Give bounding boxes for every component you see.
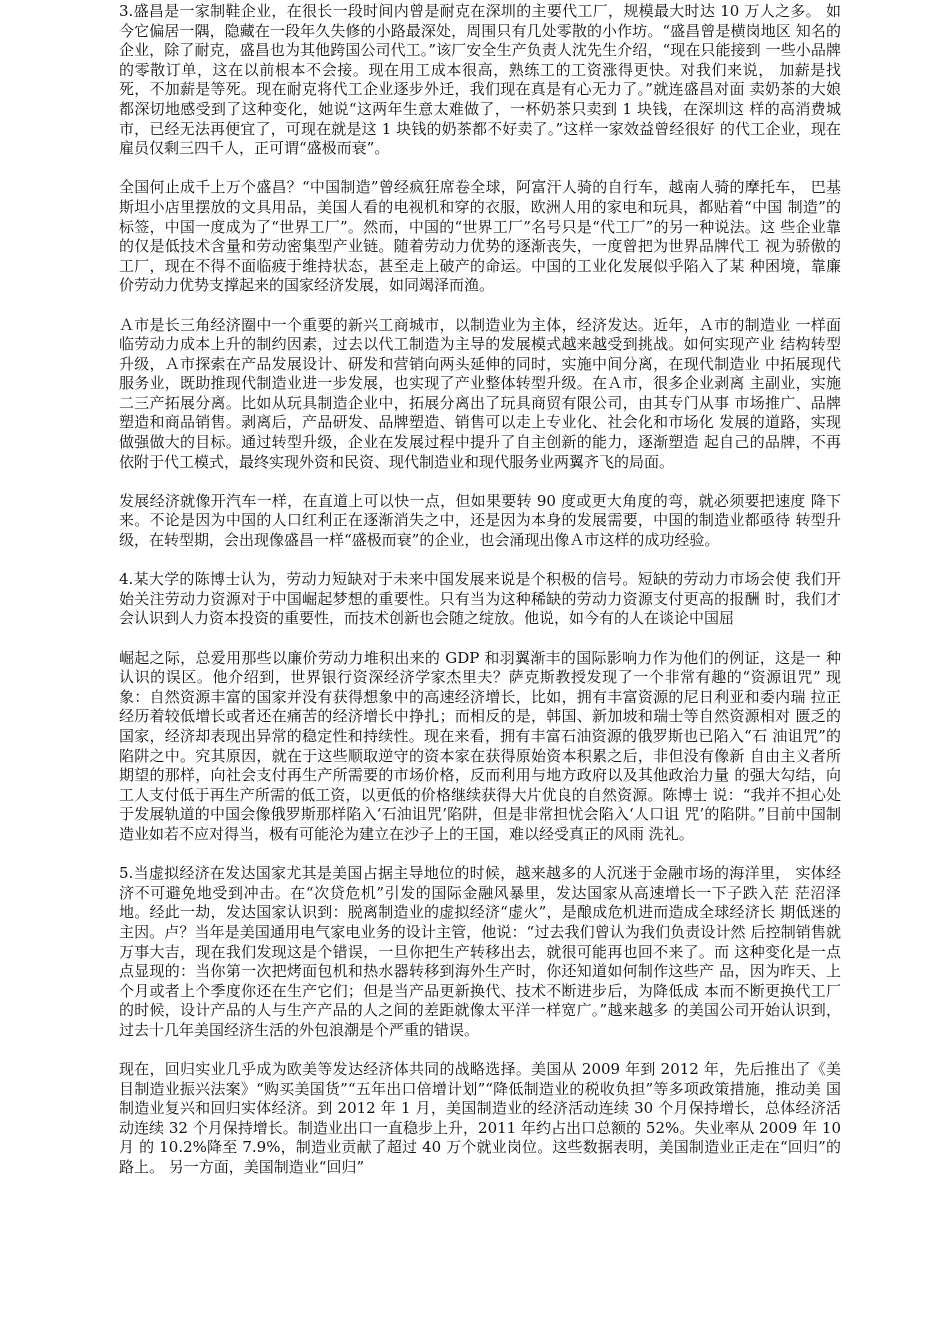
paragraph-dr-chen: 4.某大学的陈博士认为，劳动力短缺对于未来中国发展来说是个积极的信号。短缺的劳动力市场会使 我们开始关注劳动力资源对于中国崛起梦想的重要性。只有当为这种稀缺的劳动力资源支付更高的报酬 时，我们才会认识到人力资本投资的重要性，而技术创新也会随之绽放。他说，如今有的人在谈论中国屈 bbox=[119, 570, 841, 628]
paragraph-us-reindustrialization: 现在，回归实业几乎成为欧美等发达经济体共同的战略选择。美国从 2009 年到 2012 年，先后推出了《美 目制造业振兴法案》“购买美国货”“五年出口倍增计划”“降低制造业的税收负担”等多项政策措施，推动美 国制造业复兴和回归实体经济。到 2012 年 1 月，美国制造业的经济活动连续 30 个月保持增长，总体经济活 动连续 32 个月保持增长。制造业出口一直稳步上升，2011 年约占出口总额的 52%。失业率从 2009 年 10 月 的 10.2%降至 7.9%，制造业贡献了超过 40 万个就业岗位。这些数据表明，美国制造业正走在“回归”的路上。 另一方面，美国制造业“回归” bbox=[119, 1060, 841, 1177]
paragraph-transformation: 发展经济就像开汽车一样，在直道上可以快一点，但如果要转 90 度或更大角度的弯，就必须要把速度 降下来。不论是因为中国的人口红利正在逐渐消失之中，还是因为本身的发展需要，中国的制造业都亟待 转型升级，在转型期，会出现像盛昌一样“盛极而衰”的企业，也会涌现出像Ａ市这样的成功经验。 bbox=[119, 491, 841, 550]
paragraph-world-factory: 全国何止成千上万个盛昌？“中国制造”曾经疯狂席卷全球，阿富汗人骑的自行车，越南人骑的摩托车， 巴基斯坦小店里摆放的文具用品，美国人看的电视机和穿的衣服，欧洲人用的家电和玩具，都贴着“中国 制造”的标签，中国一度成为了“世界工厂”。然而，中国的“世界工厂”名号只是“代工厂”的另一种说法。这 些企业靠的仅是低技术含量和劳动密集型产业链。随着劳动力优势的逐渐丧失，一度曾把为世界品牌代工 视为骄傲的工厂，现在不得不面临疲于维持状态，甚至走上破产的命运。中国的工业化发展似乎陷入了某 种困境，靠廉价劳动力优势支撑起来的国家经济发展，如同竭泽而渔。 bbox=[119, 178, 841, 295]
paragraph-virtual-economy: 5.当虚拟经济在发达国家尤其是美国占据主导地位的时候，越来越多的人沉迷于金融市场的海洋里， 实体经济不可避免地受到冲击。在“次贷危机”引发的国际金融风暴里，发达国家从高速增长一下子跌入茫 茫沼泽地。经此一劫，发达国家认识到：脱离制造业的虚拟经济“虚火”，是酿成危机进而造成全球经济长 期低迷的主因。卢？当年是美国通用电气家电业务的设计主管，他说：“过去我们曾认为我们负责设计然 后控制销售就万事大吉，现在我们发现这是个错误，一旦你把生产转移出去，就很可能再也回不来了。而 这种变化是一点点显现的：当你第一次把烤面包机和热水器转移到海外生产时，你还知道如何制作这些产 品，因为昨天、上个月或者上个季度你还在生产它们；但是当产品更新换代、技术不断进步后，为降低成 本而不断更换代工厂的时候，设计产品的人与生产产品的人之间的差距就像太平洋一样宽广。”越来越多 的美国公司开始认识到，过去十几年美国经济生活的外包浪潮是个严重的错误。 bbox=[119, 864, 841, 1039]
paragraph-resource-curse: 崛起之际，总爱用那些以廉价劳动力堆积出来的 GDP 和羽翼渐丰的国际影响力作为他们的例证，这是一 种认识的误区。他介绍到，世界银行资深经济学家杰里夫？萨克斯教授发现了一个非常有趣的“资源诅咒” 现象：自然资源丰富的国家并没有获得想象中的高速经济增长，比如，拥有丰富资源的尼日利亚和委内瑞 拉正经历着较低增长或者还在痛苦的经济增长中挣扎；而相反的是，韩国、新加坡和瑞士等自然资源相对 匮乏的国家，经济却表现出异常的稳定性和持续性。现在来看，拥有丰富石油资源的俄罗斯也已陷入“石 油诅咒”的陷阱之中。究其原因，就在于这些顺取逆守的资本家在获得原始资本积累之后，非但没有像新 自由主义者所期望的那样，向社会支付再生产所需要的市场价格，反而利用与地方政府以及其他政治力量 的强大勾结，向工人支付低于再生产所需的低工资，以更低的价格继续获得大片优良的自然资源。陈博士 说：“我并不担心处于发展轨道的中国会像俄罗斯那样陷入‘石油诅咒’陷阱，但是非常担忧会陷入‘人口诅 咒’的陷阱。”目前中国制造业如若不应对得当，极有可能沦为建立在沙子上的王国，难以经受真正的风雨 洗礼。 bbox=[119, 648, 841, 843]
paragraph-city-a: Ａ市是长三角经济圈中一个重要的新兴工商城市，以制造业为主体，经济发达。近年，Ａ市的制造业 一样面临劳动力成本上升的制约因素，过去以代工制造为主导的发展模式越来越受到挑战。如何实现产业 结构转型升级，Ａ市探索在产品发展设计、研发和营销向两头延伸的同时，实施中间分离，在现代制造业 中拓展现代服务业，既助推现代制造业进一步发展，也实现了产业整体转型升级。在Ａ市，很多企业剥离 主副业，实施二三产拓展分离。比如从玩具制造企业中，拓展分离出了玩具商贸有限公司，由其专门从事 市场推广、品牌塑造和商品销售。剥离后，产品研发、品牌塑造、销售可以走上专业化、社会化和市场化 发展的道路，实现做强做大的目标。通过转型升级，企业在发展过程中提升了自主创新的能力，逐渐塑造 起自己的品牌，不再依附于代工模式，最终实现外资和民资、现代制造业和现代服务业两翼齐飞的局面。 bbox=[119, 315, 841, 471]
paragraph-shengchang: 3.盛昌是一家制鞋企业，在很长一段时间内曾是耐克在深圳的主要代工厂，规模最大时达 10 万人之多。 如今它偏居一隅，隐藏在一段年久失修的小路最深处，周围只有几处零散的小作坊。“盛昌曾是横岗地区 知名的企业，除了耐克，盛昌也为其他跨国公司代工。”该厂安全生产负责人沈先生介绍，“现在只能接到 一些小品牌的零散订单，这在以前根本不会接。现在用工成本很高，熟练工的工资涨得更快。对我们来说， 加薪是找死，不加薪是等死。现在耐克将代工企业逐步外迁，我们现在真是有心无力了。”就连盛昌对面 卖奶茶的大娘都深切地感受到了这种变化，她说“这两年生意太难做了，一杯奶茶只卖到 1 块钱，在深圳这 样的高消费城市，已经无法再便宜了，可现在就是这 1 块钱的奶茶都不好卖了。”这样一家效益曾经很好 的代工企业，现在雇员仅剩三四千人，正可谓“盛极而衰”。 bbox=[119, 2, 841, 158]
document-body bbox=[119, 2, 841, 1197]
